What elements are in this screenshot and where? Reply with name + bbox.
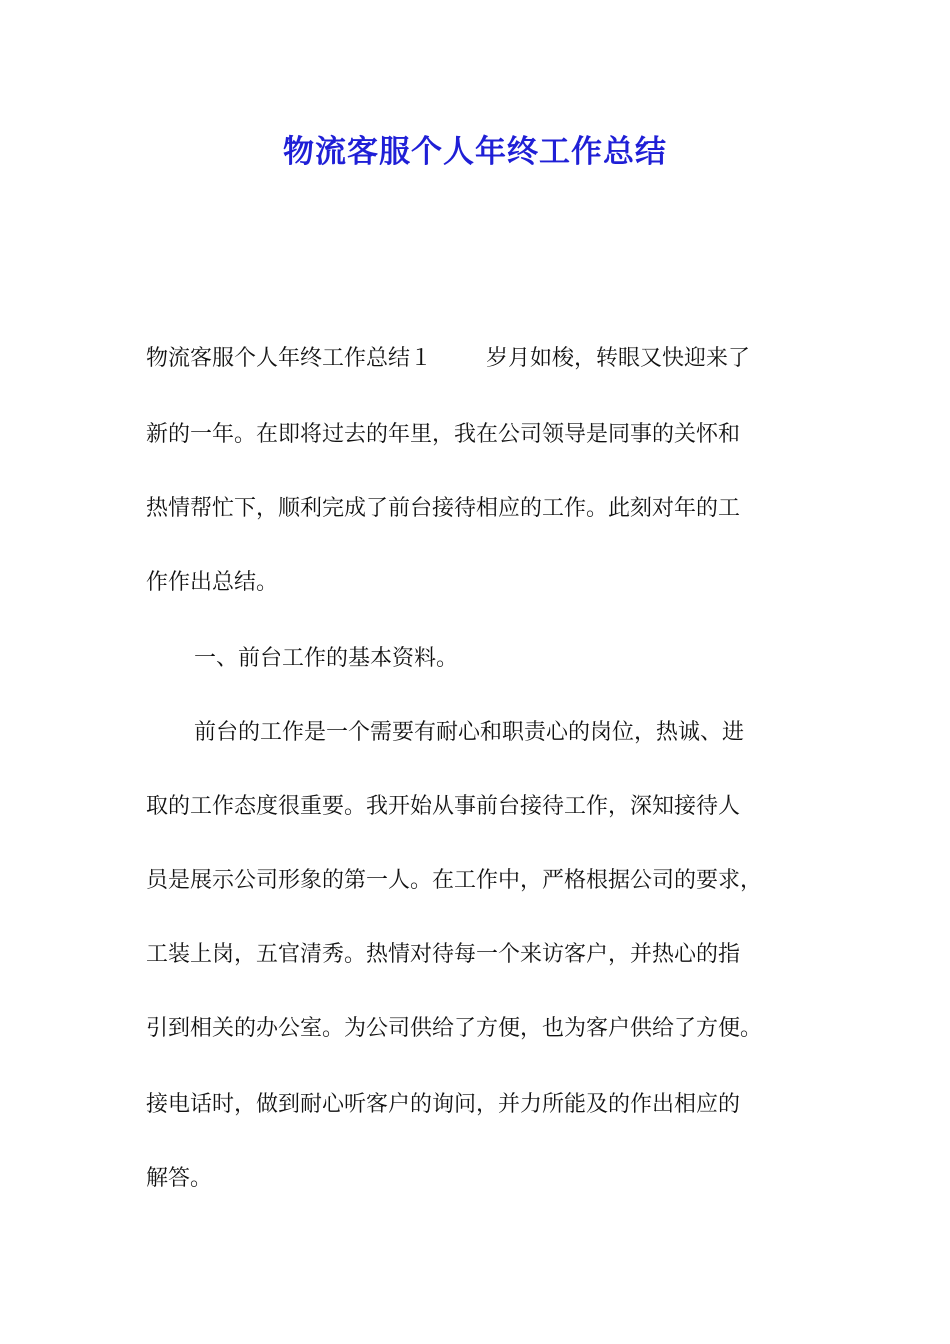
paragraph-line: 工装上岗，五官清秀。热情对待每一个来访客户，并热心的指	[146, 942, 741, 967]
paragraph-line: 取的工作态度很重要。我开始从事前台接待工作，深知接待人	[146, 794, 741, 819]
document-title: 物流客服个人年终工作总结	[283, 134, 667, 170]
paragraph-line: 新的一年。在即将过去的年里，我在公司领导是同事的关怀和	[146, 422, 741, 447]
paragraph-line: 员是展示公司形象的第一人。在工作中，严格根据公司的要求，	[146, 868, 763, 893]
paragraph-line: 热情帮忙下，顺利完成了前台接待相应的工作。此刻对年的工	[146, 496, 741, 521]
paragraph-line: 前台的工作是一个需要有耐心和职责心的岗位，热诚、进	[194, 720, 745, 745]
paragraph-line	[146, 343, 826, 375]
section-heading: 一、前台工作的基本资料。	[194, 646, 459, 671]
paragraph-line: 引到相关的办公室。为公司供给了方便，也为客户供给了方便。	[146, 1016, 763, 1041]
paragraph-line: 解答。	[146, 1166, 213, 1191]
paragraph-text: 岁月如梭，转眼又快迎来了	[486, 346, 751, 371]
paragraph-line: 作作出总结。	[146, 570, 279, 595]
paragraph-line: 接电话时，做到耐心听客户的询问，并力所能及的作出相应的	[146, 1092, 741, 1117]
section-heading: 物流客服个人年终工作总结１	[146, 346, 433, 371]
